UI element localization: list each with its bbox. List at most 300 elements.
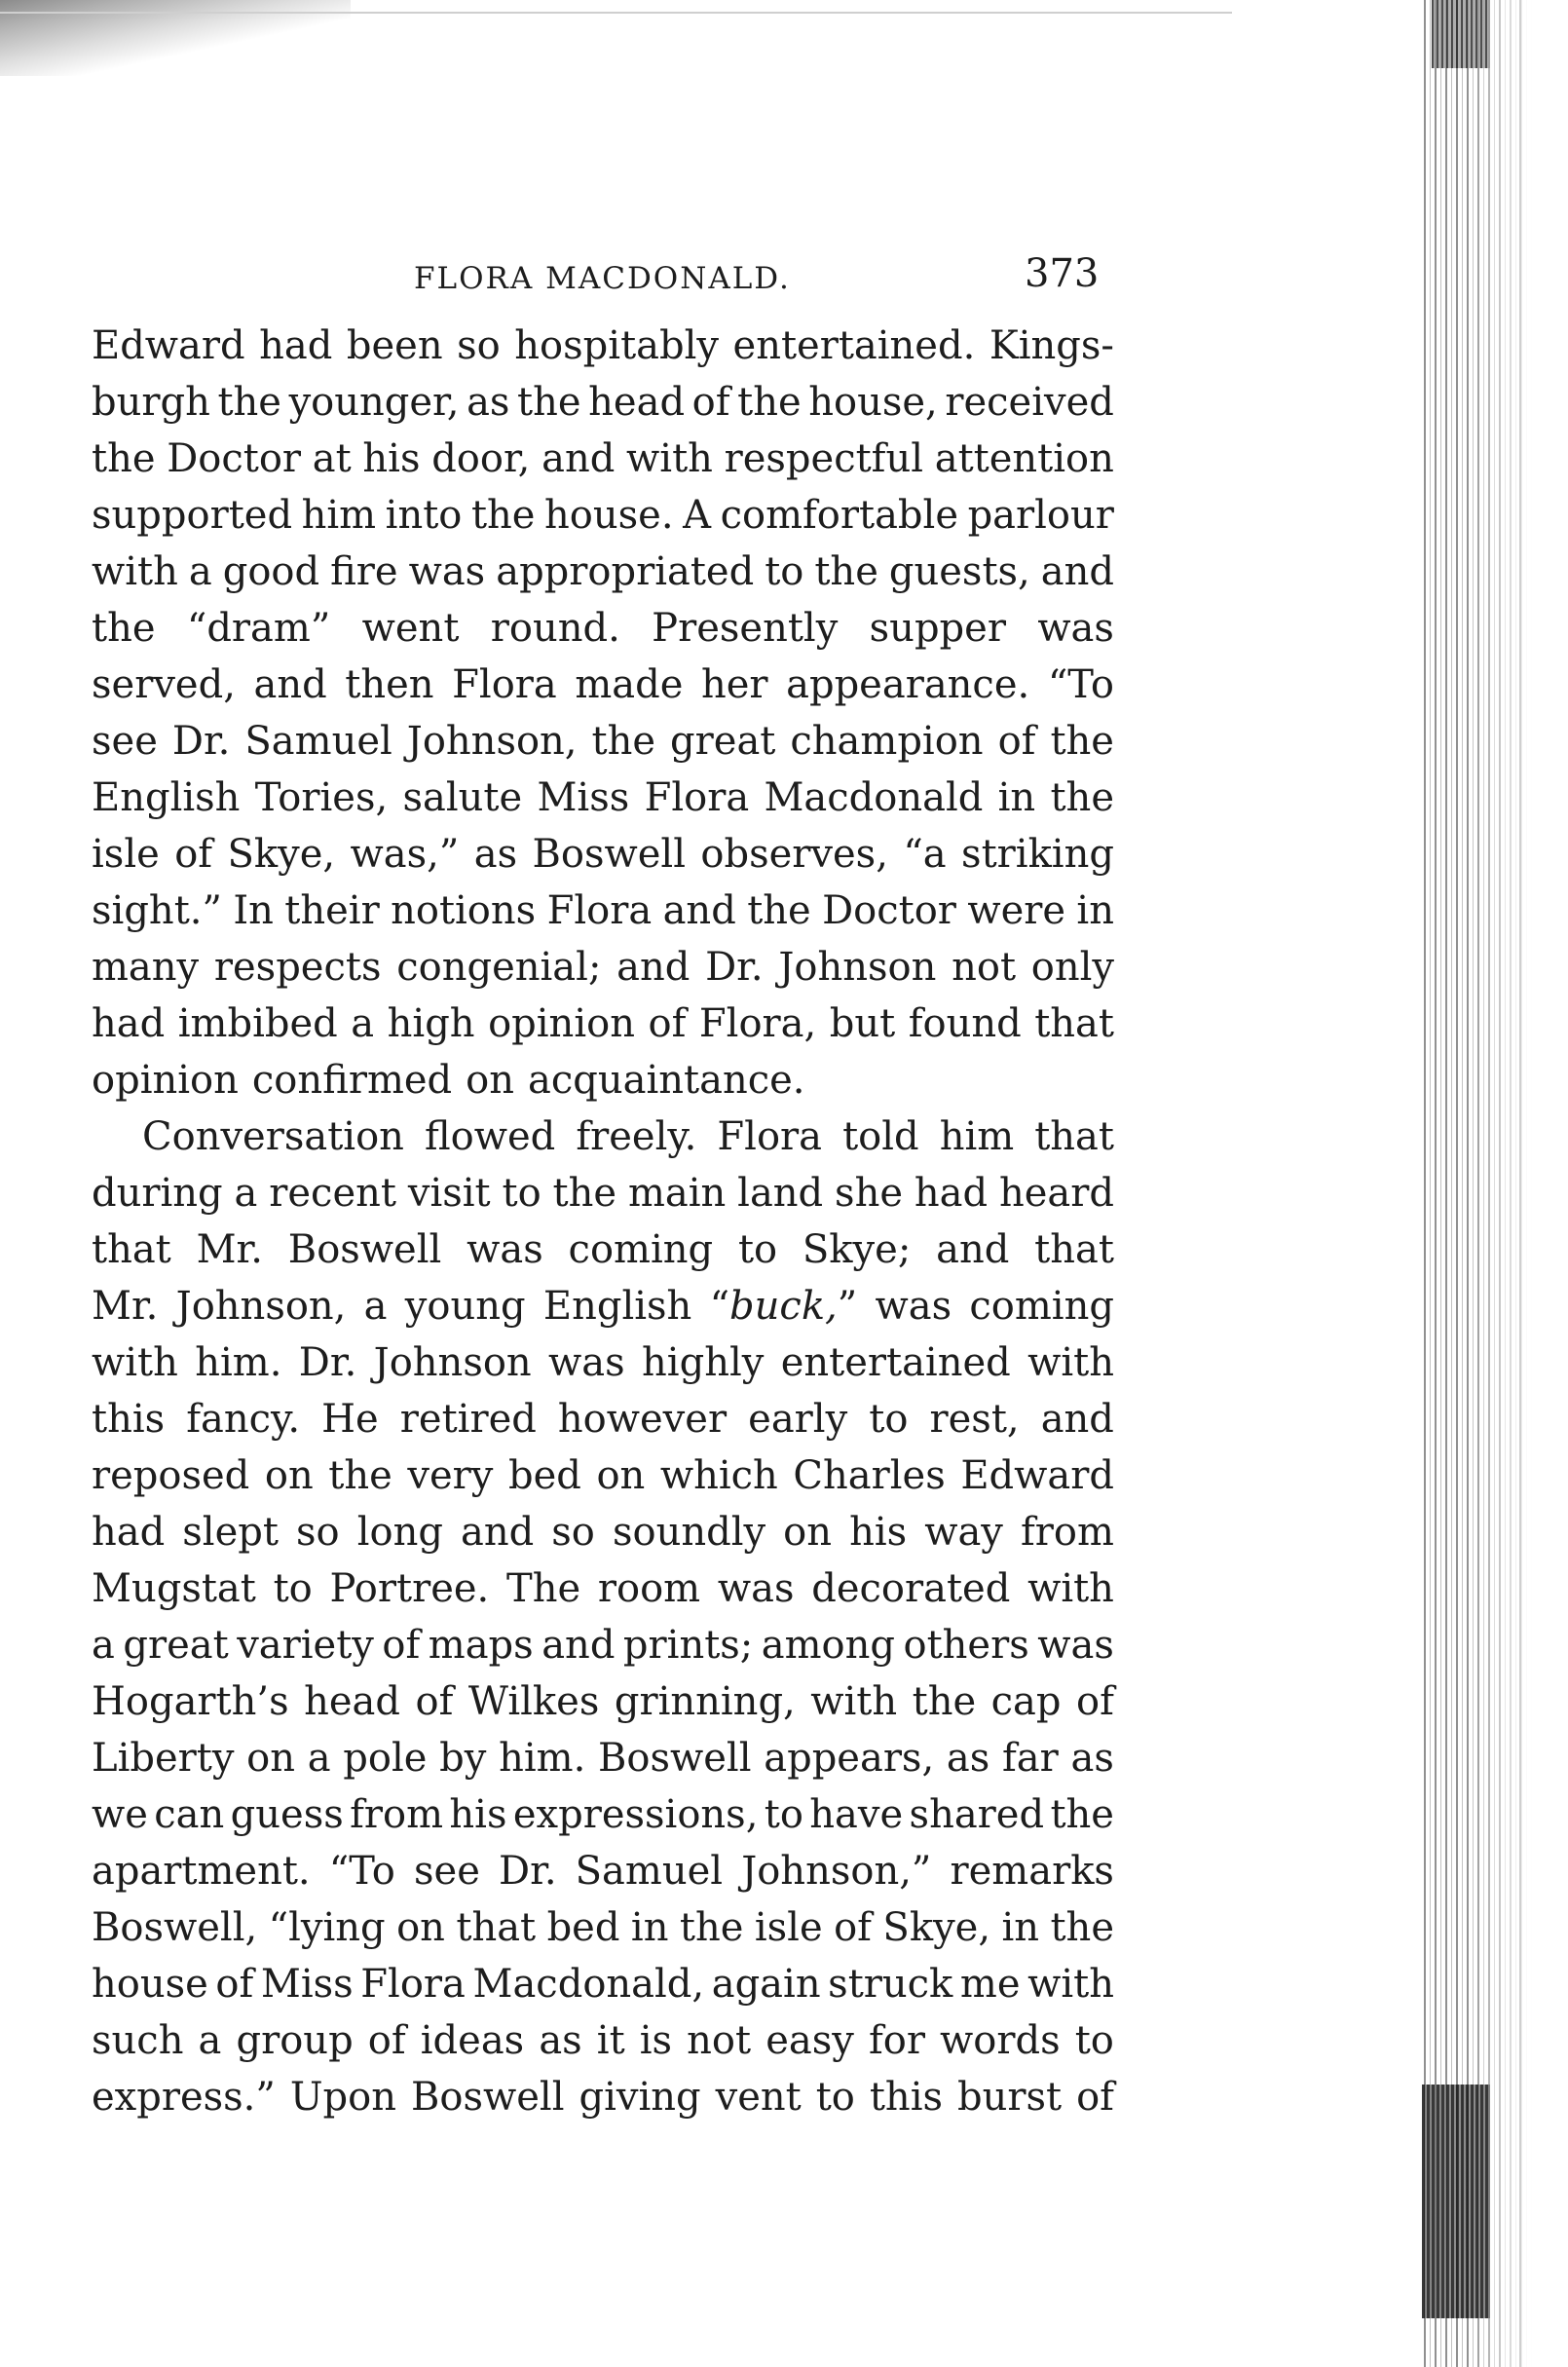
word: him <box>939 1114 1015 1159</box>
word: long <box>356 1510 443 1555</box>
word: of <box>174 832 213 877</box>
word: notions <box>391 888 537 933</box>
word: “To <box>328 1849 395 1894</box>
word: in <box>1076 888 1114 933</box>
word: a <box>234 1171 258 1216</box>
word: to <box>764 1792 803 1837</box>
word: soundly <box>612 1510 766 1555</box>
word: was,” <box>350 832 460 877</box>
word: Macdonald <box>764 775 984 820</box>
word: great <box>123 1623 229 1668</box>
word: entertained <box>780 1340 1011 1385</box>
word: of <box>648 1001 687 1046</box>
word: decorated <box>811 1566 1011 1611</box>
word: as <box>473 832 518 877</box>
word: “lying <box>268 1905 386 1950</box>
word: fire <box>330 549 398 594</box>
word: room <box>597 1566 701 1611</box>
word: and <box>461 1510 535 1555</box>
word: “To <box>1047 662 1114 707</box>
word: Tories, <box>254 775 389 820</box>
word: Wilkes <box>467 1679 600 1724</box>
word: Flora <box>360 1962 466 2007</box>
word: struck <box>828 1962 953 2007</box>
word: Mr. <box>196 1227 263 1272</box>
word: supported <box>92 493 293 538</box>
word: early <box>748 1397 848 1442</box>
word: ideas <box>420 2018 525 2063</box>
word: opinion <box>488 1001 635 1046</box>
word: Skye; <box>802 1227 912 1272</box>
word: to <box>765 549 804 594</box>
word: among <box>761 1623 896 1668</box>
word: great <box>670 719 776 764</box>
word: appropriated <box>496 549 755 594</box>
word: of <box>997 719 1036 764</box>
book-binding-edge <box>1424 0 1568 2367</box>
word: Conversation <box>142 1114 404 1159</box>
word: for <box>868 2018 925 2063</box>
word: then <box>345 662 434 707</box>
word: and <box>1040 549 1114 594</box>
word: as <box>1070 1736 1114 1781</box>
word: Johnson,” <box>741 1849 932 1894</box>
word: coming <box>568 1227 714 1272</box>
word: a <box>198 2018 222 2063</box>
word: Miss <box>537 775 630 820</box>
word: and <box>662 888 736 933</box>
text-line <box>92 1278 1114 1334</box>
word: were <box>967 888 1066 933</box>
word: congenial; <box>396 945 602 990</box>
text-line <box>92 1221 1114 1278</box>
word: a <box>307 1736 331 1781</box>
word: a <box>363 1284 388 1329</box>
book-binding-shadow <box>1422 2085 1490 2318</box>
word: imbibed <box>177 1001 338 1046</box>
word: had <box>914 1171 989 1216</box>
word: highly <box>642 1340 765 1385</box>
word: and <box>541 436 616 481</box>
text-line <box>92 883 1114 939</box>
word: to <box>502 1171 541 1216</box>
text-line <box>92 374 1114 431</box>
word: door, <box>431 436 531 481</box>
word: was <box>717 1566 795 1611</box>
word: the <box>591 719 656 764</box>
word: with <box>810 1679 898 1724</box>
word: Dr. <box>705 945 764 990</box>
text-line <box>92 826 1114 883</box>
word: many <box>92 945 200 990</box>
word: variety <box>237 1623 374 1668</box>
word: “buck,” <box>709 1284 858 1329</box>
word: In <box>233 888 274 933</box>
word: from <box>350 1792 444 1837</box>
word: the <box>217 380 281 425</box>
text-line <box>92 1108 1114 1165</box>
word: express.” <box>92 2075 276 2120</box>
word: the <box>737 380 802 425</box>
word: so <box>457 323 501 368</box>
word: in <box>630 1905 669 1950</box>
word: to <box>1074 2018 1114 2063</box>
word: such <box>92 2018 184 2063</box>
word: flowed <box>424 1114 556 1159</box>
word: but <box>829 1001 896 1046</box>
text-line <box>92 318 1114 374</box>
word: land <box>737 1171 824 1216</box>
word: her <box>700 662 768 707</box>
word: was <box>408 549 486 594</box>
word: house. <box>544 493 674 538</box>
word: with <box>92 549 178 594</box>
text-line <box>92 2069 1114 2125</box>
word: respects <box>213 945 382 990</box>
word: the <box>92 606 156 651</box>
word: maps <box>428 1623 534 1668</box>
word: Flora <box>717 1114 823 1159</box>
word: apartment. <box>92 1849 311 1894</box>
word: freely. <box>576 1114 697 1159</box>
word: on <box>466 1058 514 1103</box>
word: Doctor <box>822 888 956 933</box>
word: of <box>367 2018 406 2063</box>
text-line <box>92 1617 1114 1673</box>
word: Johnson <box>778 945 937 990</box>
word: Edward <box>960 1453 1114 1498</box>
text-line <box>92 1899 1114 1956</box>
word: Hogarth’s <box>92 1679 289 1724</box>
word: a <box>351 1001 375 1046</box>
word: had <box>92 1510 166 1555</box>
word: Edward <box>92 323 245 368</box>
text-line <box>92 1165 1114 1221</box>
word: which <box>659 1453 778 1498</box>
word: house, <box>808 380 938 425</box>
word: the <box>470 493 536 538</box>
text-line <box>92 431 1114 487</box>
text-line <box>92 1673 1114 1730</box>
text-line <box>92 1052 1114 1108</box>
word: went <box>361 606 460 651</box>
word: confirmed <box>251 1058 453 1103</box>
word: English <box>92 775 241 820</box>
word: isle <box>754 1905 823 1950</box>
word: remarks <box>950 1849 1114 1894</box>
word: high <box>387 1001 475 1046</box>
word: their <box>284 888 380 933</box>
text-line <box>92 600 1114 657</box>
word: him <box>301 493 377 538</box>
text-line <box>92 996 1114 1052</box>
word: the <box>679 1905 744 1950</box>
word: Macdonald, <box>472 1962 705 2007</box>
word: served, <box>92 662 236 707</box>
word: on <box>783 1510 832 1555</box>
word: that <box>1034 1114 1114 1159</box>
word: the <box>1050 775 1114 820</box>
word: Kings- <box>989 323 1114 368</box>
word: with <box>626 436 713 481</box>
word: of <box>1076 1679 1114 1724</box>
word: made <box>575 662 684 707</box>
word: Charles <box>793 1453 946 1498</box>
word: so <box>296 1510 340 1555</box>
word: his <box>362 436 421 481</box>
word: round. <box>490 606 620 651</box>
word: with <box>1027 1962 1114 2007</box>
word: “dram” <box>186 606 331 651</box>
word: He <box>321 1397 379 1442</box>
word: observes, <box>700 832 888 877</box>
word: shared <box>909 1792 1045 1837</box>
word: Dr. <box>171 719 231 764</box>
word: with <box>1027 1566 1114 1611</box>
text-line <box>92 1786 1114 1843</box>
word: Dr. <box>298 1340 357 1385</box>
word: and <box>616 945 691 990</box>
word: Samuel <box>244 719 392 764</box>
word: that <box>1034 1001 1114 1046</box>
word: bed <box>507 1453 581 1498</box>
word: told <box>842 1114 919 1159</box>
text-line <box>92 713 1114 770</box>
word: The <box>506 1566 581 1611</box>
word: of <box>1076 2075 1114 2120</box>
word: received <box>945 380 1114 425</box>
word: Boswell <box>411 2075 565 2120</box>
word: by <box>439 1736 487 1781</box>
word: Johnson, <box>175 1284 347 1329</box>
word: Skye, <box>882 1905 991 1950</box>
word: Mr. <box>92 1284 159 1329</box>
word: rest, <box>929 1397 1020 1442</box>
word: the <box>1050 1792 1114 1837</box>
word: isle <box>92 832 160 877</box>
word: vent <box>715 2075 802 2120</box>
word: in <box>1001 1905 1040 1950</box>
word: cap <box>990 1679 1062 1724</box>
word: again <box>711 1962 821 2007</box>
word: Boswell <box>287 1227 442 1272</box>
word: English <box>542 1284 692 1329</box>
word: of <box>382 1623 421 1668</box>
word: younger, <box>288 380 460 425</box>
word: expressions, <box>512 1792 759 1837</box>
word: the <box>747 888 811 933</box>
word: Portree. <box>329 1566 490 1611</box>
word: see <box>414 1849 480 1894</box>
word: this <box>92 1397 166 1442</box>
word: Flora <box>546 888 653 933</box>
word: Dr. <box>499 1849 557 1894</box>
word: to <box>273 1566 313 1611</box>
word: bed <box>546 1905 620 1950</box>
word: sight.” <box>92 888 222 933</box>
word: from <box>1020 1510 1114 1555</box>
word: can <box>154 1792 225 1837</box>
word: a <box>92 1623 115 1668</box>
word: group <box>236 2018 354 2063</box>
word: young <box>404 1284 526 1329</box>
word: giving <box>579 2075 701 2120</box>
word: Boswell <box>598 1736 752 1781</box>
word: reposed <box>92 1453 250 1498</box>
word: “a <box>903 832 947 877</box>
word: comfortable <box>720 493 958 538</box>
word: Samuel <box>575 1849 724 1894</box>
word: acquaintance. <box>528 1058 805 1103</box>
word: Johnson, <box>406 719 578 764</box>
word: Upon <box>289 2075 397 2120</box>
word: as <box>946 1736 990 1781</box>
text-line <box>92 1504 1114 1560</box>
word: easy <box>765 2018 854 2063</box>
text-line <box>92 1560 1114 1617</box>
text-line <box>92 770 1114 826</box>
word: prints; <box>622 1623 754 1668</box>
word: his <box>449 1792 507 1837</box>
word: is <box>639 2018 673 2063</box>
word: recent <box>269 1171 396 1216</box>
word: striking <box>961 832 1114 877</box>
word: burgh <box>92 380 210 425</box>
word: that <box>456 1905 537 1950</box>
word: Miss <box>260 1962 354 2007</box>
page-number: 373 <box>1025 251 1100 296</box>
text-line <box>92 657 1114 713</box>
word: the <box>912 1679 977 1724</box>
text-line <box>92 1447 1114 1504</box>
word: far <box>1002 1736 1059 1781</box>
text-line <box>92 1391 1114 1447</box>
text-line <box>92 1730 1114 1786</box>
word: of <box>215 1962 254 2007</box>
word: to <box>869 1397 909 1442</box>
word: had <box>259 323 333 368</box>
word: good <box>222 549 320 594</box>
word: grinning, <box>614 1679 796 1724</box>
word: appears, <box>764 1736 935 1781</box>
text-line <box>92 2012 1114 2069</box>
word: and <box>253 662 327 707</box>
word: slept <box>182 1510 279 1555</box>
word: Mugstat <box>92 1566 256 1611</box>
word: his <box>849 1510 908 1555</box>
word: the <box>552 1171 617 1216</box>
word: Doctor <box>167 436 302 481</box>
word: a <box>188 549 212 594</box>
word: and <box>541 1623 616 1668</box>
word: him. <box>195 1340 282 1385</box>
word: supper <box>869 606 1006 651</box>
word: have <box>809 1792 904 1837</box>
text-line <box>92 1334 1114 1391</box>
word: on <box>596 1453 646 1498</box>
word: had <box>92 1001 166 1046</box>
word: retired <box>399 1397 537 1442</box>
text-line <box>92 939 1114 996</box>
word: main <box>627 1171 727 1216</box>
word: was <box>1037 606 1114 651</box>
word: me <box>959 1962 1021 2007</box>
word: Presently <box>652 606 839 651</box>
word: on <box>264 1453 314 1498</box>
book-binding-top <box>1432 0 1490 68</box>
word: and <box>936 1227 1010 1272</box>
word: as <box>539 2018 582 2063</box>
word: with <box>1027 1340 1114 1385</box>
word: she <box>835 1171 904 1216</box>
word: of <box>834 1905 872 1950</box>
word: champion <box>790 719 984 764</box>
word: Skye, <box>227 832 336 877</box>
word: at <box>312 436 352 481</box>
word: him. <box>499 1736 586 1781</box>
word: heard <box>998 1171 1114 1216</box>
word: into <box>385 493 463 538</box>
word: not <box>687 2018 752 2063</box>
word: respectful <box>724 436 924 481</box>
word: this <box>869 2075 944 2120</box>
word: words <box>940 2018 1061 2063</box>
body-text <box>92 318 1114 2125</box>
word: salute <box>402 775 523 820</box>
word: guests, <box>888 549 1030 594</box>
word: guess <box>230 1792 344 1837</box>
word: the <box>92 436 156 481</box>
word: so <box>551 1510 595 1555</box>
word: very <box>407 1453 494 1498</box>
word: and <box>1040 1397 1114 1442</box>
page-edge-line <box>1519 0 1521 2367</box>
word: way <box>924 1510 1003 1555</box>
word: only <box>1030 945 1114 990</box>
word: found <box>908 1001 1022 1046</box>
word: Flora <box>452 662 557 707</box>
word: A <box>683 493 712 538</box>
word: house <box>92 1962 208 2007</box>
word: Flora <box>644 775 750 820</box>
word: parlour <box>967 493 1114 538</box>
word: burst <box>957 2075 1063 2120</box>
word: hospitably <box>514 323 719 368</box>
word: appearance. <box>786 662 1030 707</box>
word: on <box>396 1905 445 1950</box>
word: as <box>467 380 510 425</box>
scan-top-rule <box>0 12 1232 14</box>
word: the <box>1050 1905 1114 1950</box>
word: not <box>952 945 1017 990</box>
word: was <box>1037 1623 1114 1668</box>
word: that <box>1034 1227 1114 1272</box>
text-line <box>92 487 1114 544</box>
word: the <box>517 380 581 425</box>
word: Flora, <box>698 1001 817 1046</box>
word: the <box>1050 719 1114 764</box>
word: was <box>548 1340 625 1385</box>
word: to <box>815 2075 855 2120</box>
word: head <box>588 380 686 425</box>
word: it <box>596 2018 625 2063</box>
word: the <box>328 1453 392 1498</box>
word: the <box>814 549 878 594</box>
running-head: FLORA MACDONALD. <box>414 261 791 296</box>
word: in <box>997 775 1036 820</box>
word: to <box>737 1227 778 1272</box>
word: see <box>92 719 158 764</box>
